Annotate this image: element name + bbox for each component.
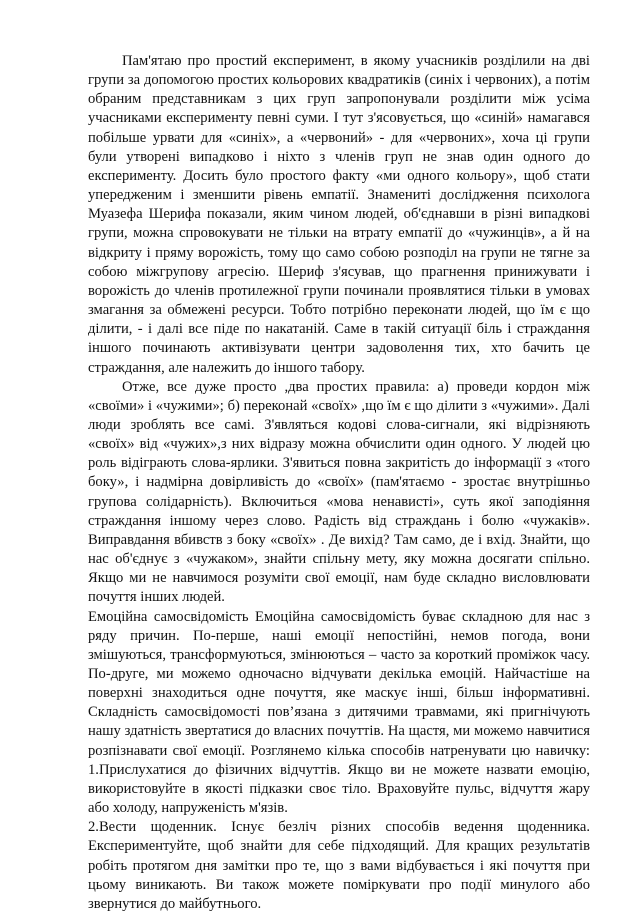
paragraph-emotional-self-awareness: Емоційна самосвідомість Емоційна самосвідомість буває складною для нас з ряду причин. По-перше, наші емоції непостійні, немов погода, вони змішуються, трансформуються, змінюються – часто за короткий проміжок часу. По-друге, ми можемо одночасно відчувати декілька емоцій. Найчастіше на поверхні знаходиться одне почуття, яке маскує інші, більш інформативні. Складність самосвідомості пов’язана з дитячими травмами, які пригнічують нашу здатність звертатися до власних почуттів. На щастя, ми можемо навчитися розпізнавати свої емоції. Розглянемо кілька способів натренувати цю навичку: 1.Прислухатися до фізичних відчуттів. Якщо ви не можете назвати емоцію, використовуйте в якості підказки своє тіло. Враховуйте пульс, відчуття жару або холоду, напруженість м'язів. <box>88 608 590 817</box>
paragraph-diary: 2.Вести щоденник. Існує безліч різних способів ведення щоденника. Експериментуйте, щоб знайти для себе підходящий. Для кращих результатів робіть протягом дня замітки про те, що з вами відбувається і які почуття при цьому виникають. Ви також можете поміркувати про події минулого або звернутися до майбутнього. <box>88 819 590 912</box>
document-page <box>88 52 590 914</box>
paragraph-two-rules: Отже, все дуже просто ,два простих правила: а) проведи кордон між «своїми» і «чужими»; б) переконай «своїх» ,що їм є що ділити з «чужими». Далі люди зроблять все самі. З'являться кодові слова-сигнали, які відрізняють «своїх» від «чужих»,з них відразу можна обчислити один одного. У людей цю роль відіграють слова-ярлики. З'явиться повна закритість до інформації з «того боку», і надмірна довірливість до «своїх» (пам'ятаємо - зростає внутрішньо групова солідарність). Включиться «мова ненависті», суть якої заподіяння страждання іншому через слово. Радість від страждань і болю «чужаків». Виправдання вбивств з боку «своїх» . Де вихід? Там само, де і вхід. Знайти, що нас об'єднує з «чужаком», знайти спільну мету, яку можна досягати спільно. Якщо ми не навчимося розуміти свої емоції, нам буде складно висловлювати почуття інших людей. <box>88 378 590 606</box>
paragraph-experiment: Пам'ятаю про простий експеримент, в якому учасників розділили на дві групи за допомогою простих кольорових квадратиків (синіх і червоних), а потім обраним представникам з цих груп запропонували розділити між усіма учасниками експерименту певні суми. І тут з'ясовується, що «синій» намагався побільше урвати для «синіх», а «червоний» - для «червоних», хоча ці групи були утворені випадково і ніхто з членів груп не знав один одного до експерименту. Досить було простого факту «ми одного кольору», щоб стати упередженим і зменшити рівень емпатії. Знамениті дослідження психолога Муазефа Шерифа показали, яким чином людей, об'єднавши в різні випадкові групи, можна спровокувати не тільки на втрату емпатії до «чужинців», а й на відкриту і пряму ворожість, тому що само собою розподіл на групи не тягне за собою міжгрупову агресію. Шериф з'ясував, що прагнення принижувати і ворожість до членів протилежної групи починали проявлятися тільки в умовах змагання за обмежені ресурси. Тобто потрібно переконати людей, що їм є що ділити, - і далі все піде по накатаній. Саме в такій ситуації біль і страждання іншого починають активізувати центри задоволення тих, хто бачить це страждання, але належить до іншого табору. <box>88 53 590 376</box>
